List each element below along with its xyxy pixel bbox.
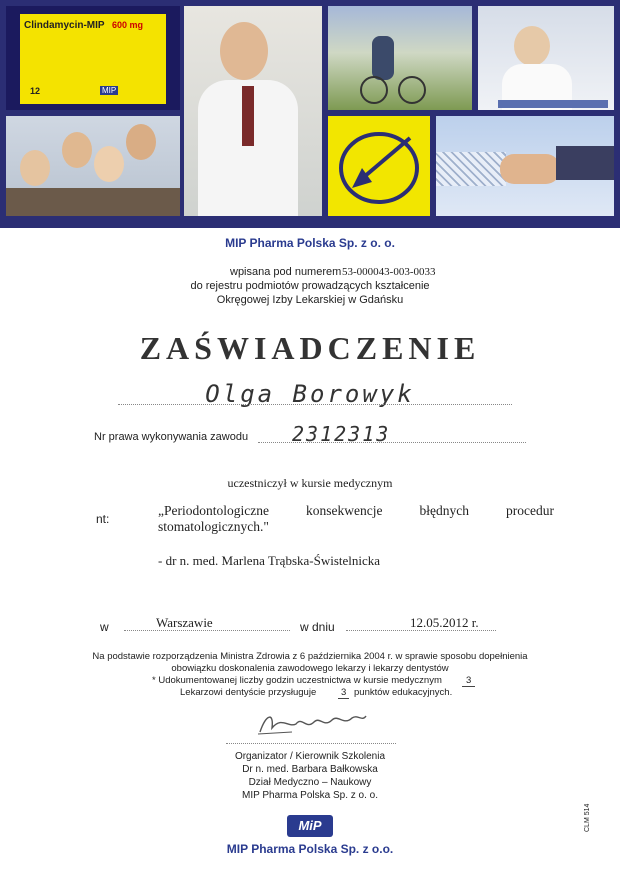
signature-line bbox=[226, 743, 396, 744]
legal-line1: Na podstawie rozporządzenia Ministra Zdrowia z 6 października 2004 r. w sprawie sposobu dopełnienia bbox=[92, 651, 528, 662]
organizer-role: Organizator / Kierownik Szkolenia bbox=[234, 751, 386, 762]
company-name: MIP Pharma Polska Sp. z o. o. bbox=[225, 236, 395, 250]
registry-line2: do rejestru podmiotów prowadzących kształcenie bbox=[190, 280, 430, 292]
city-underline bbox=[124, 630, 290, 631]
doctor-head bbox=[220, 22, 268, 80]
license-number: 2312313 bbox=[292, 422, 391, 446]
person-face bbox=[20, 150, 50, 186]
lab-photo bbox=[478, 6, 614, 110]
legal-line3: * Udokumentowanej liczby godzin uczestnictwa w kursie medycznym bbox=[152, 675, 442, 686]
lecturer: - dr n. med. Marlena Trąbska-Świstelnicka bbox=[158, 553, 381, 568]
cyclist-figure bbox=[372, 36, 394, 80]
product-pack bbox=[20, 14, 166, 104]
family-photo bbox=[6, 116, 180, 216]
participant-name: Olga Borowyk bbox=[205, 380, 415, 408]
person-face bbox=[94, 146, 124, 182]
sleeve bbox=[556, 146, 614, 180]
registry-number: 53-000043-003-0033 bbox=[342, 266, 436, 278]
mip-logo-text: MiP bbox=[298, 818, 322, 833]
course-title-line1: „Periodontologiczne konsekwencje błędnych procedur bbox=[158, 503, 554, 518]
legal-line2: obowiązku doskonalenia zawodowego lekarzy i lekarzy dentystów bbox=[171, 663, 449, 674]
legal-line4-pre: Lekarzowi dentyście przysługuje bbox=[180, 687, 317, 698]
hands bbox=[500, 154, 560, 184]
person-face bbox=[62, 132, 92, 168]
license-label: Nr prawa wykonywania zawodu bbox=[94, 431, 249, 443]
participation-text: uczestniczył w kursie medycznym bbox=[227, 476, 393, 490]
bicycle-wheel bbox=[398, 76, 426, 104]
handshake-photo bbox=[436, 116, 614, 216]
header-collage bbox=[0, 0, 620, 228]
lab-worker bbox=[514, 26, 550, 66]
arrow-circle-icon bbox=[328, 116, 430, 216]
clothing bbox=[6, 188, 180, 216]
license-underline bbox=[258, 442, 526, 443]
mip-logo bbox=[287, 815, 333, 837]
date: 12.05.2012 r. bbox=[410, 615, 479, 630]
person-face bbox=[126, 124, 156, 160]
pack-count: 12 bbox=[30, 86, 41, 96]
sleeve bbox=[436, 152, 506, 186]
footer-company: MIP Pharma Polska Sp. z o.o. bbox=[226, 842, 394, 856]
date-underline bbox=[346, 630, 496, 631]
lab-vials bbox=[498, 100, 608, 108]
name-underline bbox=[118, 404, 512, 405]
pack-dose: 600 mg bbox=[112, 20, 144, 30]
organizer-name: Dr n. med. Barbara Bałkowska bbox=[242, 764, 378, 775]
hours-value: 3 bbox=[462, 675, 475, 687]
doctor-photo bbox=[184, 6, 322, 216]
city: Warszawie bbox=[156, 615, 213, 630]
organizer-company: MIP Pharma Polska Sp. z o. o. bbox=[242, 790, 378, 801]
organizer-department: Dział Medyczno – Naukowy bbox=[248, 777, 372, 788]
bicycle-wheel bbox=[360, 76, 388, 104]
organizer-signature bbox=[252, 708, 372, 738]
place-label: w bbox=[100, 620, 109, 634]
registry-label: wpisana pod numerem bbox=[230, 266, 342, 278]
pack-brand: Clindamycin-MIP bbox=[24, 20, 105, 31]
course-title-line2: stomatologicznych." bbox=[158, 519, 269, 534]
topic-label: nt: bbox=[96, 512, 110, 526]
cyclists-photo bbox=[328, 6, 472, 110]
side-code: CLM 514 bbox=[584, 803, 591, 832]
product-pack-photo bbox=[6, 6, 180, 110]
pack-logo: MIP bbox=[102, 86, 117, 95]
legal-line4-post: punktów edukacyjnych. bbox=[354, 687, 453, 698]
date-label: w dniu bbox=[300, 620, 335, 634]
yellow-arrow-panel bbox=[328, 116, 430, 216]
certificate-title: ZAŚWIADCZENIE bbox=[139, 330, 481, 366]
points-value: 3 bbox=[338, 687, 349, 699]
doctor-tie bbox=[242, 86, 254, 146]
registry-line3: Okręgowej Izby Lekarskiej w Gdańsku bbox=[216, 294, 404, 306]
